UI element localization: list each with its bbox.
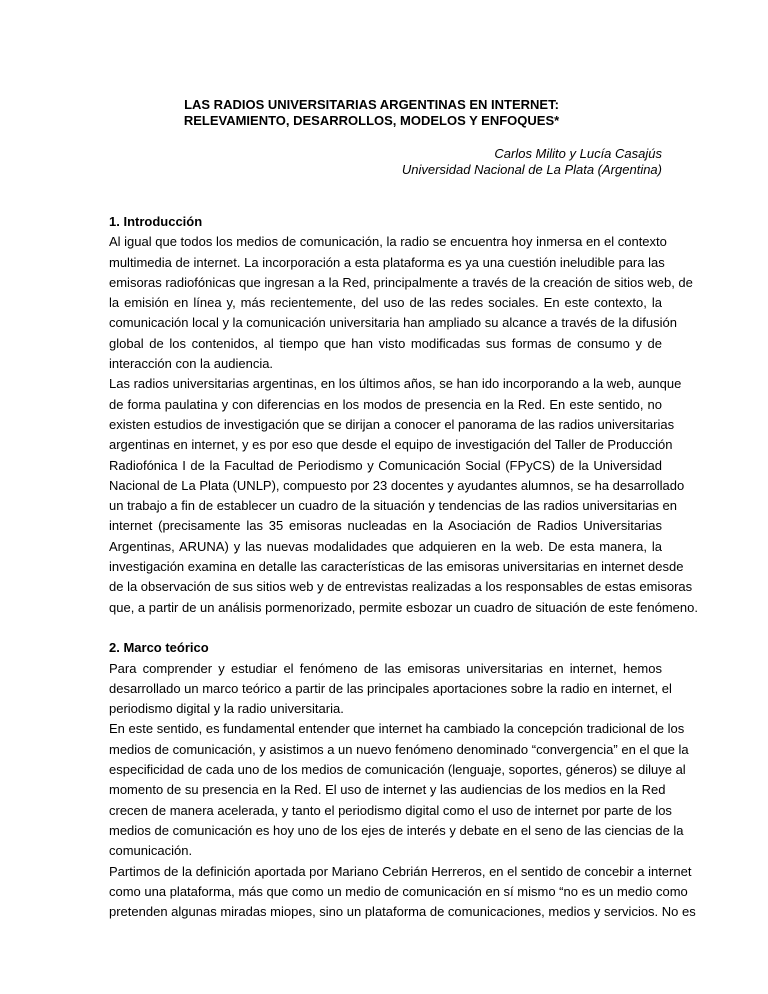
paragraph-line: multimedia de internet. La incorporación a esta plataforma es ya una cuestión ineludible para las bbox=[109, 254, 665, 270]
paragraph-line: crecen de manera acelerada, y tanto el periodismo digital como el uso de internet por parte de los bbox=[109, 802, 672, 818]
author-affiliation: Universidad Nacional de La Plata (Argentina) bbox=[401, 161, 662, 177]
paragraph-line: investigación examina en detalle las características de las emisoras universitarias en internet desde bbox=[109, 559, 684, 575]
author-names: Carlos Milito y Lucía Casajús bbox=[494, 146, 662, 161]
paragraph bbox=[109, 232, 693, 374]
paragraph-line: la emisión en línea y, más recientemente, del uso de las redes sociales. En este contexto, la bbox=[109, 295, 662, 311]
paragraph-line: medios de comunicación, y asistimos a un nuevo fenómeno denominado “convergencia” en el que la bbox=[109, 741, 689, 757]
title-line-2: RELEVAMIENTO, DESARROLLOS, MODELOS Y ENFOQUES* bbox=[183, 112, 560, 128]
paragraph-line: interacción con la audiencia. bbox=[109, 356, 274, 372]
paragraph-line: especificidad de cada uno de los medios de comunicación (lenguaje, soportes, géneros) se diluye al bbox=[109, 762, 686, 778]
title-line-1: LAS RADIOS UNIVERSITARIAS ARGENTINAS EN INTERNET: bbox=[184, 97, 559, 112]
section-heading: 1. Introducción bbox=[109, 214, 203, 229]
paragraph-line: pretenden algunas miradas miopes, sino un plataforma de comunicaciones, medios y servicios. No es bbox=[109, 904, 696, 920]
paragraph-line: Nacional de La Plata (UNLP), compuesto por 23 docentes y ayudantes alumnos, se ha desarrollado bbox=[109, 477, 685, 493]
paragraph-line: que, a partir de un análisis pormenorizado, permite esbozar un cuadro de situación de este fenómeno. bbox=[109, 599, 698, 615]
paragraph-line: periodismo digital y la radio universitaria. bbox=[109, 701, 344, 717]
paragraph-line: de forma paulatina y con diferencias en los modos de presencia en la Red. En este sentido, no bbox=[109, 396, 662, 412]
paragraph bbox=[109, 659, 672, 720]
paragraph-line: Partimos de la definición aportada por Mariano Cebrián Herreros, en el sentido de concebir a internet bbox=[109, 863, 692, 879]
paragraph bbox=[109, 374, 698, 618]
paragraph-line: Al igual que todos los medios de comunicación, la radio se encuentra hoy inmersa en el contexto bbox=[109, 234, 667, 250]
section-heading: 2. Marco teórico bbox=[109, 640, 209, 656]
paragraph-line: global de los contenidos, al tiempo que han visto modificadas sus formas de consumo y de bbox=[109, 335, 662, 351]
paragraph-line: como una plataforma, más que como un medio de comunicación en sí mismo “no es un medio como bbox=[109, 883, 688, 899]
paragraph-line: un trabajo a fin de establecer un cuadro de la situación y tendencias de las radios universitarias en bbox=[109, 498, 678, 514]
paragraph-line: argentinas en internet, y es por eso que desde el equipo de investigación del Taller de Producción bbox=[109, 437, 673, 453]
paragraph-line: momento de su presencia en la Red. El uso de internet y las audiencias de los medios en la Red bbox=[109, 782, 666, 798]
paragraph-line: comunicación. bbox=[109, 843, 193, 859]
author-block bbox=[402, 146, 662, 177]
paragraph-line: comunicación local y la comunicación universitaria han ampliado su alcance a través de la difusión bbox=[109, 315, 677, 331]
paragraph-line: Para comprender y estudiar el fenómeno de las emisoras universitarias en internet, hemos bbox=[109, 660, 662, 676]
document-title bbox=[95, 97, 648, 128]
paragraph-line: medios de comunicación es hoy uno de los ejes de interés y debate en el seno de las ciencias de la bbox=[109, 822, 684, 838]
paragraph-line: existen estudios de investigación que se dirijan a conocer el panorama de las radios universitarias bbox=[109, 416, 675, 432]
paragraph bbox=[109, 719, 689, 861]
paragraph-line: En este sentido, es fundamental entender que internet ha cambiado la concepción tradicional de los bbox=[109, 721, 685, 737]
paragraph-line: Argentinas, ARUNA) y las nuevas modalidades que adquieren en la web. De esta manera, la bbox=[109, 538, 662, 554]
paragraph-line: Las radios universitarias argentinas, en los últimos años, se han ido incorporando a la web, aunque bbox=[109, 376, 682, 392]
section-spacer bbox=[109, 618, 662, 638]
paragraph-line: internet (precisamente las 35 emisoras nucleadas en la Asociación de Radios Universitarias bbox=[109, 518, 662, 534]
document-body bbox=[109, 212, 698, 922]
paragraph-line: de la observación de sus sitios web y de entrevistas realizadas a los responsables de estas emisoras bbox=[109, 579, 693, 595]
paragraph bbox=[109, 862, 696, 923]
paragraph-line: emisoras radiofónicas que ingresan a la Red, principalmente a través de la creación de sitios web, de bbox=[109, 274, 693, 290]
paragraph-line: desarrollado un marco teórico a partir de las principales aportaciones sobre la radio en internet, el bbox=[109, 680, 672, 696]
paragraph-line: Radiofónica I de la Facultad de Periodismo y Comunicación Social (FPyCS) de la Universidad bbox=[109, 457, 662, 473]
